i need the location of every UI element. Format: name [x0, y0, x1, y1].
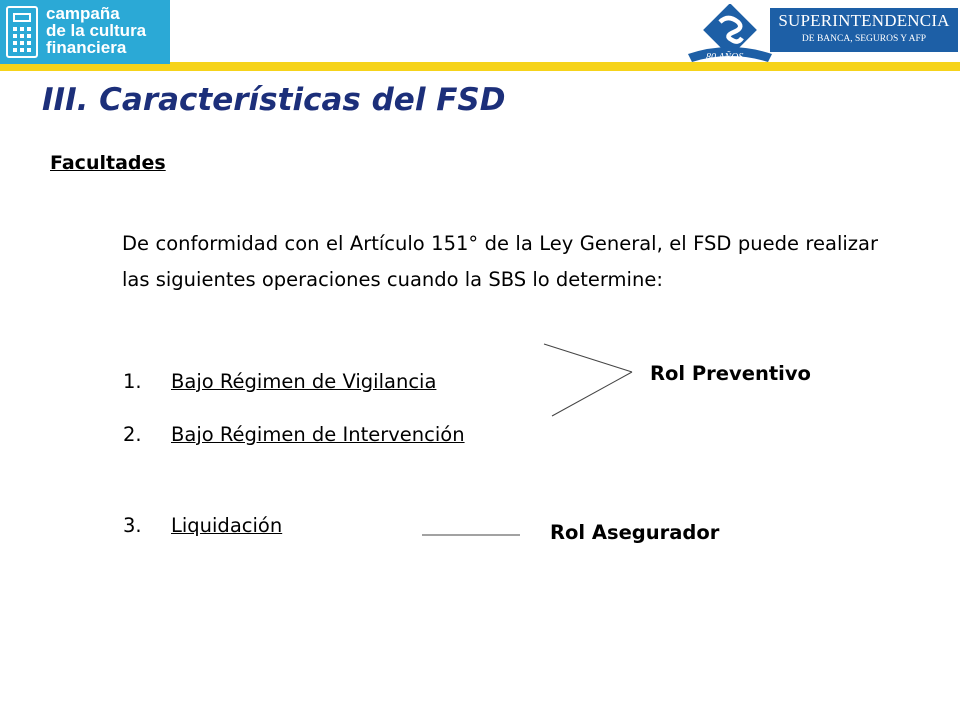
list-item-label: Bajo Régimen de Vigilancia [171, 370, 437, 393]
organization-name [770, 8, 958, 52]
role-insurer-label: Rol Asegurador [550, 521, 720, 544]
campaign-logo [0, 0, 170, 64]
accent-bar [170, 62, 960, 71]
intro-paragraph: De conformidad con el Artículo 151° de la Ley General, el FSD puede realizar las siguientes operaciones cuando la SBS lo determine: [122, 232, 878, 291]
sbs-emblem-icon [684, 4, 774, 66]
organization-title: SUPERINTENDENCIA [778, 11, 950, 30]
list-item-label: Liquidación [171, 514, 283, 537]
anniversary-label: 80 AÑOS [706, 52, 744, 63]
list-item-number: 1. [123, 370, 142, 393]
list-item [123, 514, 282, 537]
campaign-line-1: campaña [46, 4, 120, 23]
brand-edge-bar [0, 64, 170, 71]
list-item [123, 423, 465, 446]
connector-line-lower [552, 372, 632, 416]
organization-subtitle: DE BANCA, SEGUROS Y AFP [801, 34, 927, 44]
campaign-name [46, 5, 166, 56]
calculator-icon [6, 6, 38, 58]
list-item-number: 2. [123, 423, 142, 446]
connector-line-upper [544, 344, 632, 372]
list-item-number: 3. [123, 514, 142, 537]
list-item [123, 370, 436, 393]
slide-title: III. Características del FSD [42, 82, 506, 118]
list-item-label: Bajo Régimen de Intervención [171, 423, 465, 446]
role-preventive-label: Rol Preventivo [650, 362, 811, 385]
campaign-line-3: financiera [46, 38, 127, 57]
header-banner [0, 0, 960, 72]
campaign-line-2: de la cultura [46, 21, 147, 40]
section-subtitle: Facultades [50, 152, 166, 174]
